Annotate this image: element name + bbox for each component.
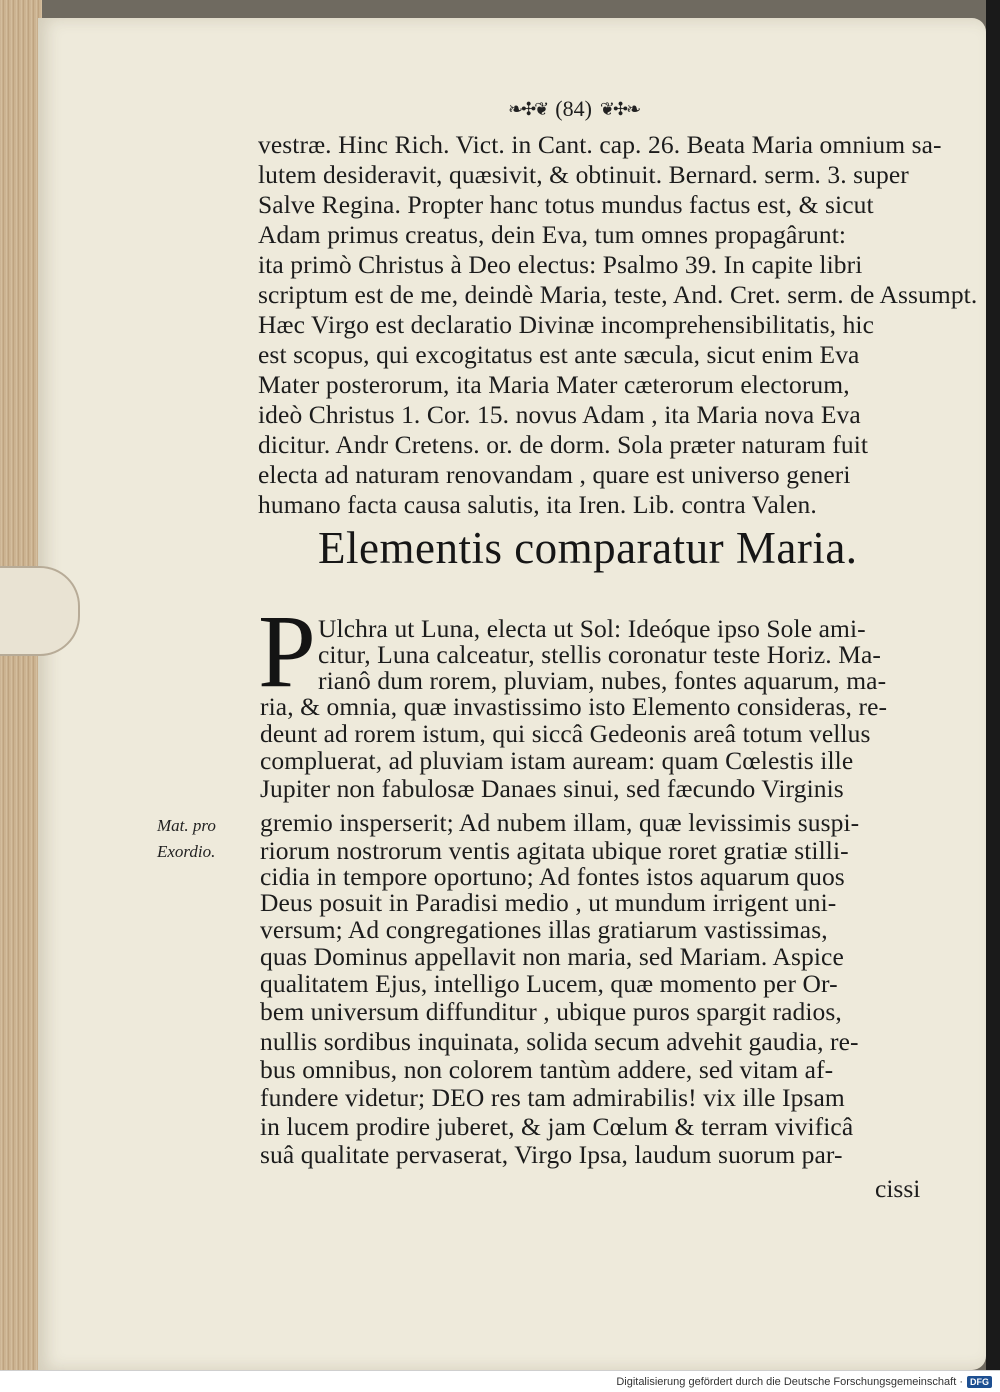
page-header	[508, 96, 639, 122]
text-line: versum; Ad congregationes illas gratiarum vastissimas,	[260, 915, 828, 944]
text-line: dicitur. Andr Cretens. or. de dorm. Sola præter naturam fuit	[258, 430, 869, 459]
text-line: rianô dum rorem, pluviam, nubes, fontes aquarum, ma-	[318, 666, 887, 695]
text-line: Deus posuit in Paradisi medio , ut mundum irrigent uni-	[260, 888, 837, 917]
text-line: deunt ad rorem istum, qui siccâ Gedeonis areâ totum vellus	[260, 719, 871, 748]
text-line: ideò Christus 1. Cor. 15. novus Adam , ita Maria nova Eva	[258, 400, 861, 429]
footer-credit: Digitalisierung gefördert durch die Deutsche Forschungsgemeinschaft ·	[616, 1375, 963, 1388]
book-page-edges	[0, 0, 42, 1370]
text-line: Jupiter non fabulosæ Danaes sinui, sed fæcundo Virginis	[260, 774, 844, 803]
text-line: qualitatem Ejus, intelligo Lucem, quæ momento per Or-	[260, 969, 838, 998]
text-line: cidia in tempore oportuno; Ad fontes istos aquarum quos	[260, 862, 845, 891]
text-line: vestræ. Hinc Rich. Vict. in Cant. cap. 26. Beata Maria omnium sa-	[258, 130, 942, 159]
text-line: compluerat, ad pluviam istam auream: quam Cœlestis ille	[260, 746, 854, 775]
text-line: bem universum diffunditur , ubique puros spargit radios,	[260, 997, 842, 1026]
drop-capital: P	[258, 594, 316, 709]
text-line: humano facta causa salutis, ita Iren. Lib. contra Valen.	[258, 490, 817, 519]
footer-bar	[0, 1370, 1000, 1392]
text-line: riorum nostrorum ventis agitata ubique roret gratiæ stilli-	[260, 836, 849, 865]
section-heading: Elementis comparatur Maria.	[318, 523, 858, 573]
text-line: Adam primus creatus, dein Eva, tum omnes propagârunt:	[258, 220, 847, 249]
text-line: Salve Regina. Propter hanc totus mundus factus est, & sicut	[258, 190, 874, 219]
scan-right-border	[986, 0, 1000, 1370]
text-line: lutem desideravit, quæsivit, & obtinuit. Bernard. serm. 3. super	[258, 160, 909, 189]
text-line: citur, Luna calceatur, stellis coronatur teste Horiz. Ma-	[318, 640, 882, 669]
ornament-right-icon: ❦✣❧	[599, 98, 640, 119]
margin-note: Mat. pro	[157, 816, 216, 835]
text-line: nullis sordibus inquinata, solida secum advehit gaudia, re-	[260, 1027, 859, 1056]
text-line: quas Dominus appellavit non maria, sed Mariam. Aspice	[260, 942, 844, 971]
text-line: bus omnibus, non colorem tantùm addere, sed vitam af-	[260, 1055, 834, 1084]
dfg-logo-icon: DFG	[967, 1376, 992, 1388]
text-line: suâ qualitate pervaserat, Virgo Ipsa, laudum suorum par-	[260, 1140, 843, 1169]
catchword: cissi	[875, 1174, 921, 1203]
ornament-left-icon: ❧✣❦	[508, 98, 548, 119]
text-line: ita primò Christus à Deo electus: Psalmo 39. In capite libri	[258, 250, 863, 279]
text-line: gremio insperserit; Ad nubem illam, quæ levissimis suspi-	[260, 808, 860, 837]
margin-note: Exordio.	[157, 842, 216, 861]
page-clip-tab	[0, 566, 80, 656]
text-line: electa ad naturam renovandam , quare est universo generi	[258, 460, 851, 489]
text-line: scriptum est de me, deindè Maria, teste, And. Cret. serm. de Assumpt.	[258, 280, 978, 309]
text-line: ria, & omnia, quæ invastissimo isto Elemento consideras, re-	[260, 692, 888, 721]
text-line: Mater posterorum, ita Maria Mater cæterorum electorum,	[258, 370, 850, 399]
text-line: Ulchra ut Luna, electa ut Sol: Ideóque ipso Sole ami-	[318, 614, 866, 643]
text-line: est scopus, qui excogitatus est ante sæcula, sicut enim Eva	[258, 340, 860, 369]
text-line: fundere videtur; DEO res tam admirabilis! vix ille Ipsam	[260, 1083, 845, 1112]
page-number: (84)	[555, 96, 592, 121]
text-line: Hæc Virgo est declaratio Divinæ incomprehensibilitatis, hic	[258, 310, 875, 339]
text-line: in lucem prodire juberet, & jam Cœlum & terram vivificâ	[260, 1112, 854, 1141]
